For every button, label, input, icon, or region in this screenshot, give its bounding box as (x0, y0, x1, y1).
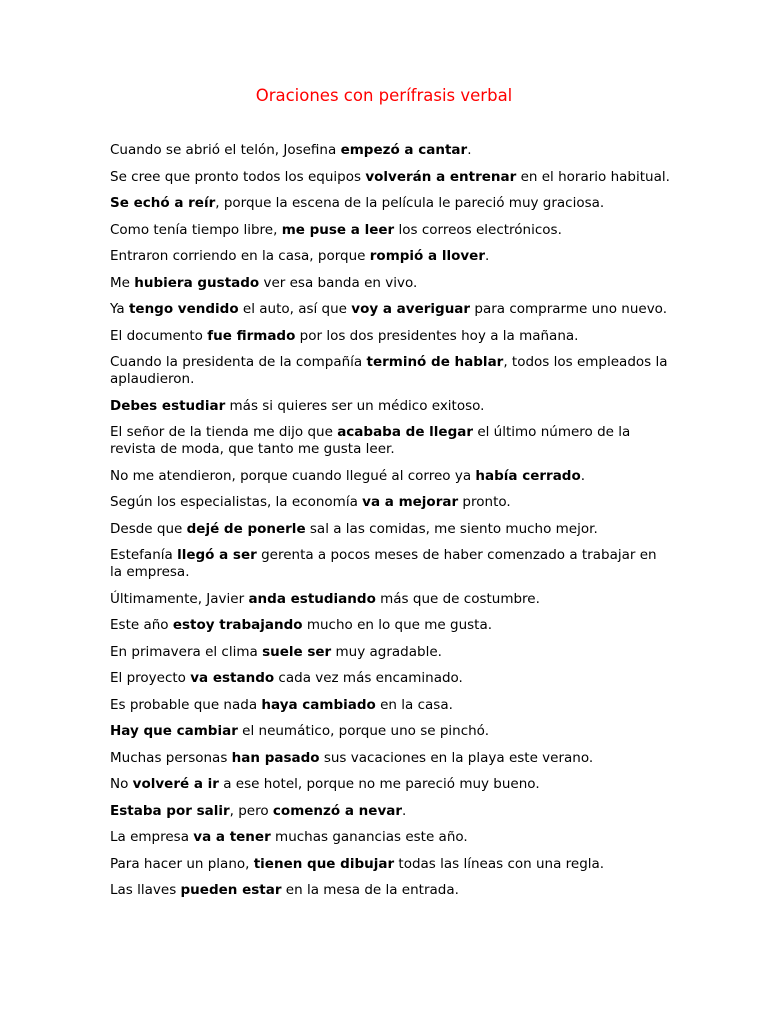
sentence-text: Estefanía (110, 547, 178, 563)
sentence-text: ver esa banda en vivo. (259, 274, 418, 291)
sentence-text: . (484, 248, 490, 264)
sentence-text: muy agradable. (331, 643, 442, 660)
sentence-text: gerenta a pocos meses de haber comenzado a trabajar en la empresa. (110, 547, 657, 580)
sentence-11 (110, 424, 670, 458)
sentence-12 (110, 468, 670, 485)
verbal-periphrasis: tienen que dibujar (253, 855, 395, 872)
sentence-text: La empresa (110, 829, 194, 845)
sentence-18 (110, 644, 670, 661)
verbal-periphrasis: comenzó a nevar (272, 802, 403, 819)
sentence-2 (110, 169, 670, 186)
verbal-periphrasis: haya cambiado (261, 696, 376, 713)
sentence-text: No (110, 776, 133, 792)
sentence-text: El documento (110, 327, 208, 344)
sentence-text: Es probable que nada (110, 696, 262, 713)
sentence-text: Según los especialistas, la economía (110, 494, 363, 510)
sentence-text: , todos los empleados la aplaudieron. (110, 354, 668, 387)
verbal-periphrasis: pueden estar (180, 882, 282, 898)
sentence-text: Cuando la presidenta de la compañía (110, 354, 367, 370)
sentence-text: Las llaves (110, 882, 181, 898)
sentence-16 (110, 591, 670, 608)
sentence-13 (110, 494, 670, 511)
sentence-text: Este año (110, 617, 173, 633)
verbal-periphrasis: anda estudiando (248, 590, 376, 607)
verbal-periphrasis: terminó de hablar (366, 354, 504, 370)
sentence-text: en la mesa de la entrada. (281, 882, 459, 898)
sentence-text: a ese hotel, porque no me pareció muy bueno. (218, 776, 540, 792)
verbal-periphrasis: dejé de ponerle (186, 520, 306, 537)
verbal-periphrasis: volveré a ir (132, 776, 219, 792)
verbal-periphrasis: va estando (190, 670, 275, 686)
sentence-text: en el horario habitual. (516, 168, 670, 185)
sentence-23 (110, 776, 670, 793)
sentence-text: cada vez más encaminado. (274, 670, 463, 686)
sentence-text: muchas ganancias este año. (270, 829, 468, 845)
verbal-periphrasis: va a tener (193, 829, 271, 845)
sentence-text: Últimamente, Javier (110, 590, 249, 607)
verbal-periphrasis: estoy trabajando (172, 617, 303, 633)
verbal-periphrasis: había cerrado (475, 467, 581, 484)
sentence-text: mucho en lo que me gusta. (302, 617, 493, 633)
sentence-text: . (402, 802, 407, 819)
verbal-periphrasis: tengo vendido (128, 301, 239, 317)
sentence-14 (110, 521, 670, 538)
sentence-text: Entraron corriendo en la casa, porque (110, 248, 370, 264)
sentence-19 (110, 670, 670, 687)
page-title: Oraciones con perífrasis verbal (255, 86, 513, 105)
sentence-text: Para hacer un plano, (110, 855, 254, 872)
sentence-text: sal a las comidas, me siento mucho mejor. (305, 520, 598, 537)
sentence-text: por los dos presidentes hoy a la mañana. (295, 327, 579, 344)
sentence-text: , porque la escena de la película le pareció muy graciosa. (215, 195, 605, 211)
sentence-6 (110, 275, 670, 292)
sentence-26 (110, 856, 670, 873)
sentence-24 (110, 803, 670, 820)
verbal-periphrasis: rompió a llover (369, 248, 485, 264)
sentence-3 (110, 195, 670, 212)
sentence-20 (110, 697, 670, 714)
sentence-text: para comprarme uno nuevo. (470, 301, 667, 317)
sentence-text: Me (110, 274, 135, 291)
sentence-5 (110, 248, 670, 265)
sentence-4 (110, 222, 670, 239)
sentence-21 (110, 723, 670, 740)
sentence-text: Se cree que pronto todos los equipos (110, 168, 366, 185)
sentence-text: los correos electrónicos. (394, 221, 562, 238)
sentence-text: sus vacaciones en la playa este verano. (319, 749, 594, 766)
sentence-text: El señor de la tienda me dijo que (110, 424, 338, 440)
sentence-10 (110, 398, 670, 415)
sentence-text: No me atendieron, porque cuando llegué al correo ya (110, 467, 476, 484)
sentence-text: . (580, 467, 586, 484)
verbal-periphrasis: llegó a ser (177, 547, 257, 563)
sentence-list (110, 142, 670, 909)
sentence-7 (110, 301, 670, 318)
sentence-text: el último número de la revista de moda, que tanto me gusta leer. (110, 424, 631, 457)
verbal-periphrasis: va a mejorar (362, 494, 459, 510)
verbal-periphrasis: Se echó a reír (110, 195, 216, 211)
verbal-periphrasis: acababa de llegar (337, 424, 474, 440)
sentence-17 (110, 617, 670, 634)
sentence-text: Ya (110, 301, 129, 317)
verbal-periphrasis: volverán a entrenar (365, 168, 517, 185)
verbal-periphrasis: Estaba por salir (110, 802, 230, 819)
sentence-text: Cuando se abrió el telón, Josefina (110, 142, 341, 158)
sentence-9 (110, 354, 670, 388)
sentence-8 (110, 328, 670, 345)
sentence-text: , pero (229, 802, 273, 819)
verbal-periphrasis: Debes estudiar (110, 397, 226, 414)
sentence-text: Como tenía tiempo libre, (110, 221, 282, 238)
verbal-periphrasis: han pasado (231, 749, 320, 766)
sentence-22 (110, 750, 670, 767)
sentence-text: Desde que (110, 520, 187, 537)
sentence-25 (110, 829, 670, 846)
sentence-27 (110, 882, 670, 899)
verbal-periphrasis: hubiera gustado (134, 274, 260, 291)
sentence-text: . (467, 142, 472, 158)
verbal-periphrasis: me puse a leer (281, 221, 395, 238)
sentence-text: en la casa. (375, 696, 453, 713)
sentence-text: el auto, así que (238, 301, 352, 317)
verbal-periphrasis: suele ser (262, 643, 332, 660)
sentence-text: Muchas personas (110, 749, 232, 766)
sentence-text: todas las líneas con una regla. (394, 855, 605, 872)
sentence-1 (110, 142, 670, 159)
verbal-periphrasis: Hay que cambiar (110, 723, 238, 739)
verbal-periphrasis: fue firmado (207, 327, 296, 344)
sentence-text: En primavera el clima (110, 643, 263, 660)
sentence-text: más que de costumbre. (375, 590, 540, 607)
verbal-periphrasis: voy a averiguar (351, 301, 471, 317)
sentence-text: el neumático, porque uno se pinchó. (237, 723, 489, 739)
sentence-text: El proyecto (110, 670, 191, 686)
sentence-text: más si quieres ser un médico exitoso. (225, 397, 485, 414)
sentence-text: pronto. (458, 494, 511, 510)
sentence-15 (110, 547, 670, 581)
verbal-periphrasis: empezó a cantar (340, 142, 468, 158)
